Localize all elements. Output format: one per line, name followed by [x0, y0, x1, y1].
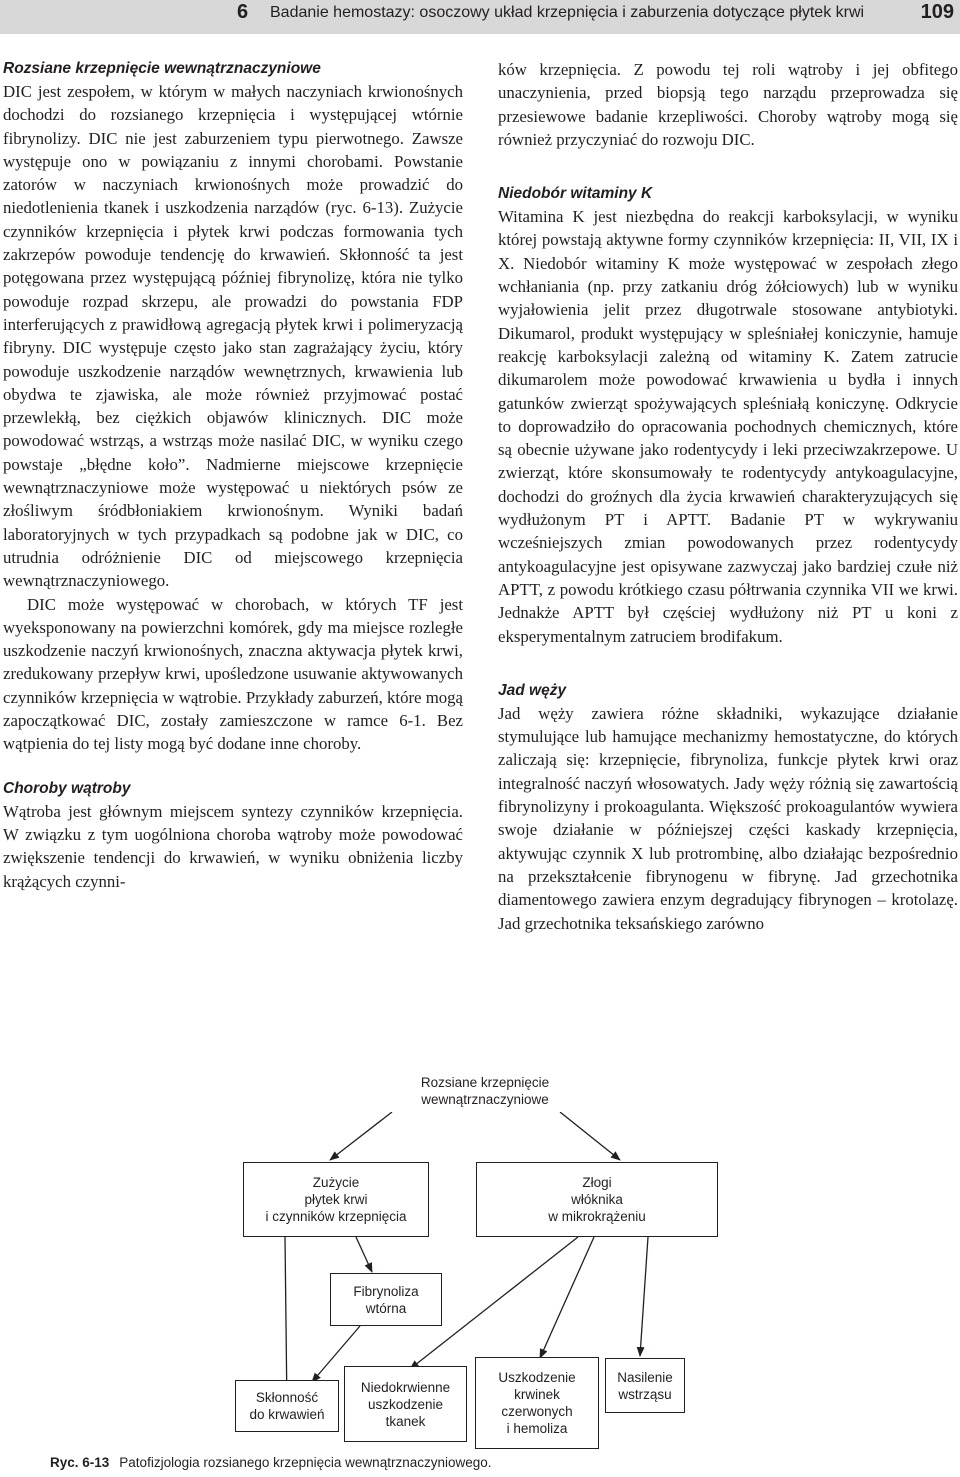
pathophysiology-diagram [0, 1060, 960, 1460]
section-heading-snake-venom: Jad węży [498, 681, 567, 699]
section-heading-liver: Choroby wątroby [3, 779, 131, 797]
node-shock [605, 1358, 685, 1413]
chapter-number: 6 [237, 1, 249, 23]
arrow [356, 1237, 372, 1272]
running-title: Badanie hemostazy: osoczowy układ krzepnięcia i zaburzenia dotyczące płytek krwi [270, 4, 865, 21]
arrow [330, 1112, 392, 1160]
left-column [3, 58, 463, 893]
paragraph: Wątroba jest głównym miejscem syntezy czynników krzepnięcia. W związku z tym uogólniona choroba wątroby może powodować zwiększenie tendencji do krwawień, w wyniku obniżenia liczby krążących czynni- [3, 801, 463, 891]
node-dic [345, 1070, 625, 1112]
node-label: Zużycie płytek krwi i czynników krzepnięcia [265, 1175, 407, 1224]
right-column [498, 58, 958, 935]
paragraph: DIC jest zespołem, w którym w małych naczyniach krwionośnych dochodzi do rozsianego krzepnięcia i występującej wtórnie fibrynolizy. DIC nie jest zaburzeniem typu pierwotnego. Zawsze występuje ono w powiązaniu z innymi chorobami. Powstanie zatorów w naczyniach krwionośnych może prowadzić do niedotlenienia tkanek i uszkodzenia narządów (ryc. 6-13). Zużycie czynników krzepnięcia i płytek krwi podczas formowania tych zakrzepów powoduje tendencję do krwawień. Skłonność ta jest potęgowana przez występującą później fibrynolizę, która nie tylko powoduje rozpad skrzepu, ale prowadzi do powstania FDP interferujących z prawidłową agregacją płytek krwi i polimeryzacją fibryny. DIC występuje często jako stan zagrażający życiu, który powoduje uszkodzenie narządów wewnętrznych, krwawienia lub obydwa te zjawiska, ale może również przyjmować postać przewlekłą, bez ciężkich objawów klinicznych. DIC może powodować wstrząs, a wstrząs może nasilać DIC, w wyniku czego powstaje „błędne koło”. Nadmierne miejscowe krzepnięcie wewnątrznaczyniowe może występować u niektórych psów ze złośliwym śródbłoniakiem krwionośnym. Wyniki badań laboratoryjnych w tych przypadkach są podobne jak w DIC, co utrudnia odróżnienie DIC od miejscowego krzepnięcia wewnątrznaczyniowego. [3, 82, 463, 591]
paragraph: Witamina K jest niezbędna do reakcji karboksylacji, w wyniku której powstają aktywne formy czynników krzepnięcia: II, VII, IX i X. Niedobór witaminy K może występować w zespołach złego wchłaniania (np. przy zatkaniu dróg żółciowych) lub w wyniku wyjałowienia jelit przez długotrwale stosowane antybiotyki. Dikumarol, produkt występujący w spleśniałej koniczynie, hamuje reakcję karboksylacji zależną od witaminy K. Zatem zatrucie dikumarolem może powodować krwawienia u bydła i innych gatunków zwierząt spożywających spleśniałą koniczynę. Odkrycie to doprowadziło do opracowania pochodnych chemicznych, które są obecnie używane jako rodentycydy i leki przeciwzakrzepowe. U zwierząt, które skonsumowały te rodentycydy antykoagulacyjne, dochodzi do groźnych dla życia krwawień charakteryzujących się wydłużonym PT i APTT. Badanie PT w wykrywaniu wcześniejszych zmian powodowanych przez rodentycydy antykoagulacyjne jest opisywane zazwyczaj jako bardziej czułe niż APTT, z powodu krótkiego czasu półtrwania czynnika VII we krwi. Jednakże APTT był częściej wydłużony niż PT u koni z eksperymentalnym zatruciem brodifakum. [498, 207, 958, 646]
node-label: Rozsiane krzepnięcie wewnątrznaczyniowe [420, 1075, 550, 1107]
node-label: Złogi włóknika w mikrokrążeniu [548, 1175, 646, 1224]
arrow [540, 1237, 594, 1358]
node-ischemic-damage [344, 1366, 467, 1442]
arrow [560, 1112, 620, 1160]
node-label: Fibrynoliza wtórna [353, 1283, 419, 1316]
arrow [640, 1237, 648, 1356]
paragraph: Jad węży zawiera różne składniki, wykazujące działanie stymulujące lub hamujące mechanizmy hemostatyczne, do których zaliczają się: krzepnięcie, fibrynoliza, funkcje płytek krwi oraz integralność naczyń włosowatych. Jady węży różnią się zawartością fibrynolizyny i prokoagulanta. Większość prokoagulantów wywiera swoje działanie w późniejszej części kaskady krzepnięcia, aktywując czynnik X lub protrombinę, albo działając bezpośrednio na przekształcenie fibrynogenu w fibrynę. Jad grzechotnika diamentowego zawiera enzym degradujący fibrynogen – krotolazę. Jad grzechotnika teksańskiego zarówno [498, 703, 958, 933]
node-label: Niedokrwienne uszkodzenie tkanek [360, 1379, 451, 1429]
node-fibrin-deposits [476, 1162, 718, 1237]
section-heading-dic: Rozsiane krzepnięcie wewnątrznaczyniowe [3, 60, 321, 77]
paragraph: ków krzepnięcia. Z powodu tej roli wątroby i jej obfitego unaczynienia, przed biopsją tego narządu przeprowadza się przesiewowe badanie krzepliwości. Choroby wątroby mogą się również przyczyniać do rozwoju DIC. [498, 60, 958, 149]
figure-caption [50, 1455, 492, 1470]
figure-label: Ryc. 6-13 [50, 1455, 110, 1470]
paragraph: DIC może występować w chorobach, w których TF jest wyeksponowany na powierzchni komórek, gdy ma miejsce rozległe uszkodzenie naczyń krwionośnych, znaczna aktywacja płytek krwi, zredukowany przepływ krwi, upośledzone usuwanie aktywowanych czynników krzepnięcia w wątrobie. Przykłady zaburzeń, które mogą zapoczątkować DIC, zostały zamieszczone w ramce 6-1. Bez wątpienia do tej listy mogą być dodane inne choroby. [3, 594, 463, 754]
node-label: Uszkodzenie krwinek czerwonych i hemoliza [498, 1370, 576, 1436]
node-consumption [243, 1162, 429, 1237]
section-heading-vitamin-k: Niedobór witaminy K [498, 185, 653, 203]
page-header [0, 0, 960, 34]
node-bleeding-tendency [235, 1380, 339, 1432]
figure-caption-text: Patofizjologia rozsianego krzepnięcia wewnątrznaczyniowego. [119, 1455, 492, 1470]
node-rbc-damage [475, 1357, 599, 1449]
node-label: Skłonność do krwawień [249, 1390, 325, 1422]
node-label: Nasilenie wstrząsu [617, 1369, 673, 1402]
node-secondary-fibrinolysis [330, 1273, 442, 1326]
page-number: 109 [920, 1, 954, 23]
